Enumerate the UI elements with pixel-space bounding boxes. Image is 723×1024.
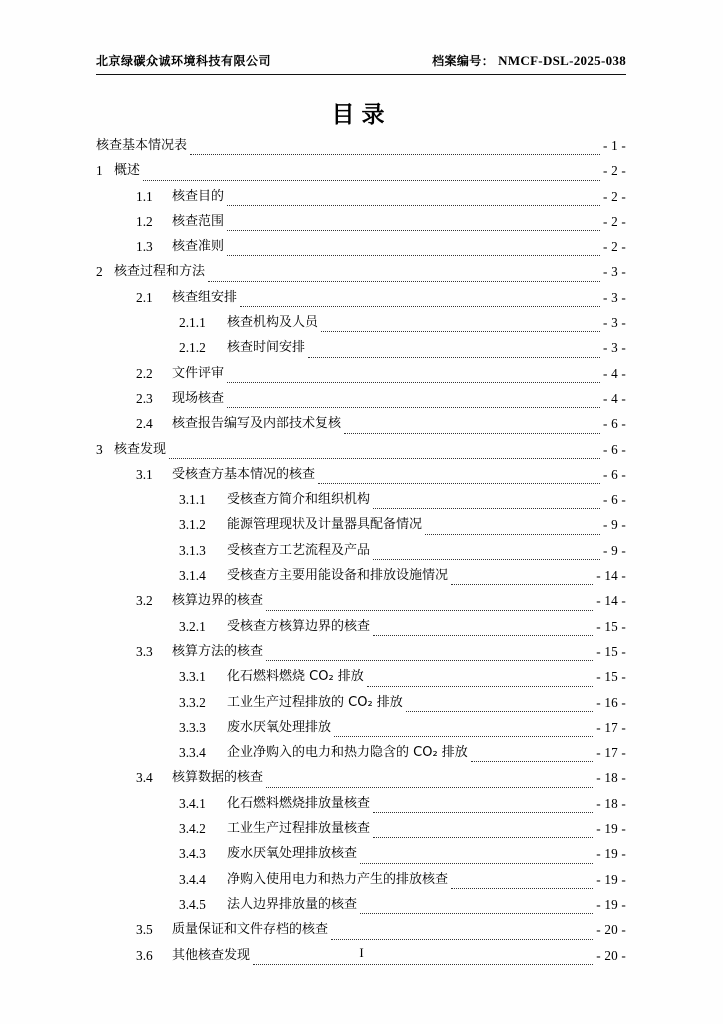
toc-entry-label: 受核查方基本情况的核查 [172,466,316,482]
toc-entry-label: 废水厌氧处理排放 [227,719,332,735]
toc-entry[interactable] [96,892,626,917]
toc-leader-dots [360,902,593,914]
toc-entry-page: - 2 - [603,213,626,229]
toc-entry-number: 3.4.1 [179,795,206,811]
toc-entry[interactable] [96,285,626,310]
toc-entry-number: 3.4.4 [179,871,206,887]
toc-entry-number: 3.3.4 [179,745,206,761]
toc-entry[interactable] [96,690,626,715]
toc-entry-page: - 15 - [596,618,626,634]
toc-entry-number: 3.3.3 [179,719,206,735]
toc-entry-number: 3.2 [136,593,153,609]
toc-entry-page: - 6 - [603,466,626,482]
toc-entry-number: 3.4.2 [179,821,206,837]
toc-entry-label: 废水厌氧处理排放核查 [227,846,358,862]
toc-entry-page: - 3 - [603,340,626,356]
toc-entry-number: 3.4.3 [179,846,206,862]
toc-entry[interactable] [96,411,626,436]
toc-entry-page: - 4 - [603,365,626,381]
toc-leader-dots [344,422,600,434]
toc-entry-number: 2.3 [136,390,153,406]
toc-leader-dots [373,624,593,636]
toc-entry-page: - 19 - [596,821,626,837]
toc-entry-page: - 6 - [603,492,626,508]
toc-leader-dots [227,371,600,383]
toc-entry-label: 化石燃料燃烧 CO₂ 排放 [227,669,364,685]
toc-leader-dots [240,295,600,307]
toc-leader-dots [373,826,593,838]
toc-entry-number: 3.2.1 [179,618,206,634]
toc-entry-page: - 6 - [603,441,626,457]
toc-entry[interactable] [96,639,626,664]
toc-entry-number: 3.1.2 [179,517,206,533]
toc-entry-label: 化石燃料燃烧排放量核查 [227,795,371,811]
toc-entry-label: 核查时间安排 [227,340,306,356]
toc-entry-number: 3.3 [136,643,153,659]
toc-entry-label: 其他核查发现 [172,947,251,963]
toc-entry-number: 3 [96,441,103,457]
toc-entry-number: 2.4 [136,416,153,432]
toc-entry-label: 核查报告编写及内部技术复核 [172,416,342,432]
toc-entry[interactable] [96,133,626,158]
page-title: 目录 [331,102,392,128]
toc-entry-label: 核算边界的核查 [172,593,264,609]
toc-entry-page: - 19 - [596,896,626,912]
toc-entry-label: 工业生产过程排放量核查 [227,821,371,837]
toc-leader-dots [334,725,593,737]
toc-leader-dots [373,497,600,509]
toc-entry[interactable] [96,791,626,816]
toc-entry[interactable] [96,614,626,639]
toc-entry[interactable] [96,917,626,942]
header-divider [96,74,626,75]
header-company-name: 北京绿碳众诚环境科技有限公司 [96,54,272,68]
archive-label: 档案编号： [432,54,495,68]
toc-leader-dots [373,548,600,560]
toc-entry[interactable] [96,310,626,335]
toc-leader-dots [406,700,593,712]
toc-entry-number: 3.1.4 [179,568,206,584]
toc-leader-dots [266,649,593,661]
toc-entry-page: - 3 - [603,264,626,280]
toc-entry-page: - 20 - [596,947,626,963]
toc-entry[interactable] [96,335,626,360]
toc-entry-number: 3.3.2 [179,694,206,710]
toc-entry-number: 3.1 [136,466,153,482]
toc-entry-label: 受核查方简介和组织机构 [227,492,371,508]
toc-entry-page: - 18 - [596,770,626,786]
toc-entry-page: - 16 - [596,694,626,710]
toc-entry-label: 企业净购入的电力和热力隐含的 CO₂ 排放 [227,745,468,761]
toc-leader-dots [227,244,600,256]
toc-leader-dots [471,750,593,762]
toc-leader-dots [227,219,600,231]
toc-leader-dots [143,169,600,181]
toc-leader-dots [373,801,593,813]
toc-entry-label: 核算数据的核查 [172,770,264,786]
toc-entry-label: 概述 [114,163,141,179]
toc-entry-number: 2.1 [136,289,153,305]
toc-entry-page: - 18 - [596,795,626,811]
toc-entry-page: - 14 - [596,593,626,609]
toc-entry-page: - 2 - [603,163,626,179]
toc-entry[interactable] [96,184,626,209]
toc-entry-number: 3.3.1 [179,669,206,685]
header-archive [432,52,626,69]
toc-entry[interactable] [96,563,626,588]
toc-entry-page: - 2 - [603,188,626,204]
toc-entry-page: - 3 - [603,289,626,305]
toc-entry-number: 3.6 [136,947,153,963]
toc-entry-page: - 14 - [596,568,626,584]
toc-entry[interactable] [96,462,626,487]
toc-entry[interactable] [96,538,626,563]
toc-entry-label: 工业生产过程排放的 CO₂ 排放 [227,694,403,710]
toc-entry-page: - 19 - [596,871,626,887]
toc-leader-dots [227,396,600,408]
toc-leader-dots [318,472,600,484]
toc-entry-number: 2.2 [136,365,153,381]
toc-entry-number: 1.3 [136,239,153,255]
toc-entry-page: - 4 - [603,390,626,406]
toc-entry-number: 3.4.5 [179,896,206,912]
archive-code: NMCF-DSL-2025-038 [498,53,626,68]
toc-entry-label: 核查组安排 [172,289,238,305]
toc-leader-dots [367,675,593,687]
toc-entry-page: - 15 - [596,643,626,659]
toc-leader-dots [308,346,600,358]
toc-leader-dots [227,194,600,206]
toc-entry[interactable] [96,512,626,537]
toc-entry-label: 现场核查 [172,390,225,406]
toc-entry-number: 3.5 [136,922,153,938]
toc-entry-page: - 19 - [596,846,626,862]
toc-entry[interactable] [96,765,626,790]
toc-entry-number: 2 [96,264,103,280]
toc-entry-number: 2.1.2 [179,340,206,356]
toc-entry-page: - 1 - [603,138,626,153]
toc-entry-label: 质量保证和文件存档的核查 [172,922,329,938]
toc-entry[interactable] [96,209,626,234]
toc-entry[interactable] [96,158,626,183]
toc-leader-dots [208,270,600,282]
toc-entry-page: - 20 - [596,922,626,938]
toc-entry[interactable] [96,437,626,462]
toc-entry-page: - 17 - [596,719,626,735]
toc-entry[interactable] [96,715,626,740]
toc-entry-number: 3.1.3 [179,542,206,558]
toc-entry[interactable] [96,487,626,512]
toc-entry-number: 3.1.1 [179,492,206,508]
toc-entry[interactable] [96,816,626,841]
toc-entry-label: 能源管理现状及计量器具配备情况 [227,517,423,533]
toc-entry-number: 3.4 [136,770,153,786]
toc-leader-dots [425,523,600,535]
toc-entry-label: 核查机构及人员 [227,315,319,331]
toc-entry-page: - 6 - [603,416,626,432]
toc-entry-page: - 3 - [603,315,626,331]
toc-leader-dots [451,573,593,585]
toc-entry[interactable] [96,841,626,866]
toc-leader-dots [266,599,593,611]
toc-entry-label: 受核查方工艺流程及产品 [227,542,371,558]
toc-entry-number: 1 [96,163,103,179]
toc-entry-page: - 17 - [596,745,626,761]
toc-entry[interactable] [96,361,626,386]
toc-leader-dots [169,447,600,459]
footer-page-number: I [359,945,364,960]
toc-entry-page: - 15 - [596,669,626,685]
toc-entry-page: - 2 - [603,239,626,255]
toc-entry-label: 核算方法的核查 [172,643,264,659]
toc-entry-label: 法人边界排放量的核查 [227,896,358,912]
toc-leader-dots [360,852,593,864]
toc-entry[interactable] [96,740,626,765]
toc-entry-label: 核查准则 [172,239,225,255]
toc-entry[interactable] [96,588,626,613]
toc-entry-label: 核查目的 [172,188,225,204]
page-header [96,52,626,69]
toc-entry-label: 受核查方主要用能设备和排放设施情况 [227,568,449,584]
toc-leader-dots [331,928,593,940]
toc-leader-dots [451,877,593,889]
toc-entry-label: 核查过程和方法 [114,264,206,280]
toc-leader-dots [190,143,600,155]
toc-entry-label: 核查发现 [114,441,167,457]
toc-entry[interactable] [96,386,626,411]
toc-entry-page: - 9 - [603,542,626,558]
toc-entry[interactable] [96,234,626,259]
toc-entry[interactable] [96,664,626,689]
toc-entry-label: 核查基本情况表 [96,138,188,153]
toc-entry[interactable] [96,867,626,892]
table-of-contents [96,133,626,968]
toc-entry-label: 核查范围 [172,213,225,229]
toc-leader-dots [266,776,593,788]
toc-entry-number: 1.1 [136,188,153,204]
toc-entry-number: 2.1.1 [179,315,206,331]
toc-entry-label: 受核查方核算边界的核查 [227,618,371,634]
toc-leader-dots [321,320,600,332]
toc-entry[interactable] [96,259,626,284]
toc-entry-page: - 9 - [603,517,626,533]
toc-entry-label: 文件评审 [172,365,225,381]
toc-entry-number: 1.2 [136,213,153,229]
toc-entry-label: 净购入使用电力和热力产生的排放核查 [227,871,449,887]
